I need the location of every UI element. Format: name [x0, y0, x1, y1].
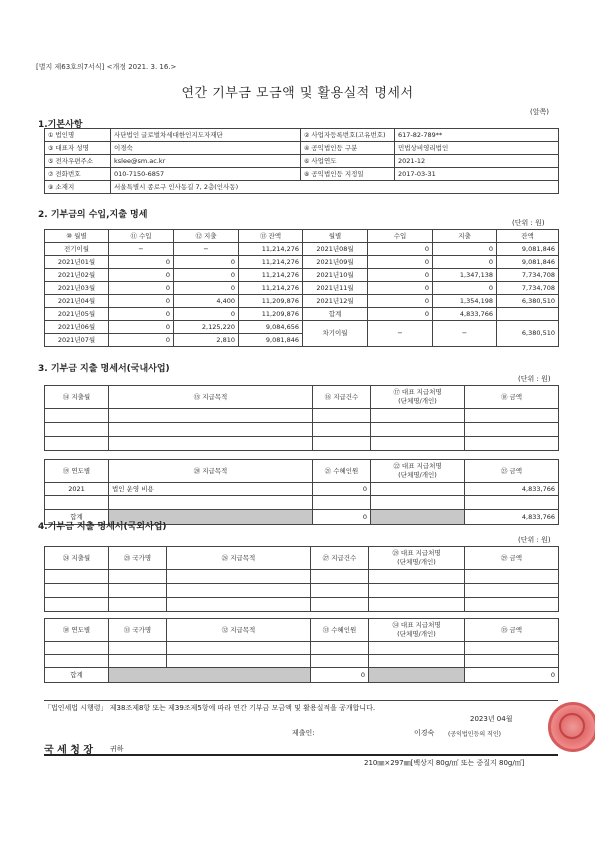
count-cell: 0: [313, 483, 371, 496]
empty-cell: [311, 655, 369, 668]
empty-row: [45, 437, 559, 451]
recipient-cell: [371, 483, 465, 496]
empty-cell: [45, 598, 109, 612]
empty-cell: [167, 584, 311, 598]
empty-cell: [371, 437, 465, 451]
field-label-text: 전화번호: [55, 169, 81, 178]
expense-cell: −: [433, 321, 497, 347]
empty-row: [45, 598, 559, 612]
balance-cell: 6,380,510: [497, 295, 559, 308]
field-number: ②: [304, 131, 310, 139]
empty-cell: [465, 496, 559, 510]
month-cell: 2021년04월: [45, 295, 109, 308]
column-header: ㉝ 수혜인원: [311, 619, 369, 642]
empty-cell: [371, 496, 465, 510]
column-header: ⑱ 금액: [465, 386, 559, 409]
field-value: 사단법인 글로벌차세대한인지도자재단: [111, 129, 301, 142]
empty-row: [45, 496, 559, 510]
field-value: 이경숙: [111, 142, 301, 155]
empty-cell: [45, 570, 109, 584]
balance-cell: 11,209,876: [239, 295, 303, 308]
column-header: ⑭ 지출월: [45, 386, 109, 409]
expense-cell: −: [174, 243, 239, 256]
section-1-title: 1.기본사항: [38, 120, 83, 130]
spacer-row: [45, 612, 559, 619]
purpose-cell: 법인 운영 비용: [109, 483, 313, 496]
month-cell: 2021년12월: [303, 295, 368, 308]
spacer-row: [45, 451, 559, 460]
month-cell: 2021년07월: [45, 334, 109, 347]
basic-info-row: [45, 142, 559, 155]
field-number: ⑧: [304, 170, 310, 178]
income-cell: 0: [109, 321, 174, 334]
month-cell: 합계: [303, 308, 368, 321]
expense-cell: 2,810: [174, 334, 239, 347]
column-header-line: ⑰ 대표 지급처명: [393, 388, 442, 396]
balance-cell: [497, 308, 559, 321]
section-4-unit: (단위 : 원): [518, 536, 551, 544]
field-number: ⑨: [48, 183, 54, 191]
empty-cell: [465, 584, 559, 598]
empty-cell: [465, 437, 559, 451]
empty-cell: [45, 409, 109, 423]
field-number: ④: [304, 144, 310, 152]
column-header: 잔액: [497, 230, 559, 243]
recipient: 국 세 청 장: [44, 745, 94, 756]
column-header-line: (단체명/개인): [398, 471, 437, 479]
empty-cell: [369, 570, 465, 584]
income-expense-table: [44, 229, 559, 347]
column-header-line: ㉞ 대표 지급처명: [392, 621, 441, 629]
empty-cell: [45, 423, 109, 437]
field-label: [45, 142, 111, 155]
column-header: ⑯ 지급건수: [313, 386, 371, 409]
column-header: 월별: [303, 230, 368, 243]
balance-cell: 11,214,276: [239, 243, 303, 256]
column-header: [371, 386, 465, 409]
income-cell: 0: [109, 256, 174, 269]
form-number: [별지 제63호의7서식] <개정 2021. 3. 16.>: [36, 63, 177, 71]
empty-cell: [313, 496, 371, 510]
balance-cell: 11,214,276: [239, 282, 303, 295]
month-row: [45, 256, 559, 269]
income-cell: 0: [368, 243, 433, 256]
spacer-cell: [45, 612, 559, 619]
empty-row: [45, 423, 559, 437]
month-cell: 2021년01월: [45, 256, 109, 269]
column-header-line: (단체명/개인): [397, 630, 436, 638]
expense-cell: 4,400: [174, 295, 239, 308]
empty-cell: [109, 642, 167, 655]
recipient-suffix: 귀하: [110, 745, 124, 753]
column-header: 지출: [433, 230, 497, 243]
balance-cell: 7,734,708: [497, 269, 559, 282]
balance-cell: 9,081,846: [497, 243, 559, 256]
column-header: ㉖ 지급목적: [167, 547, 311, 570]
footer-rule: [44, 754, 558, 756]
field-number: ⑦: [48, 170, 54, 178]
basic-info-table: [44, 128, 559, 194]
section-2-unit: (단위 : 원): [512, 219, 545, 227]
field-label-text: 소재지: [55, 182, 75, 191]
header-row: [45, 460, 559, 483]
month-cell: 2021년11월: [303, 282, 368, 295]
total-gray-cell: [109, 668, 311, 683]
column-header: ⑮ 지급목적: [109, 386, 313, 409]
field-label: [45, 129, 111, 142]
field-label-text: 사업자등록번호(고유번호): [311, 130, 386, 139]
month-cell: 2021년09월: [303, 256, 368, 269]
income-cell: 0: [109, 282, 174, 295]
field-value: 617-82-789**: [395, 129, 559, 142]
domestic-expense-table: [44, 385, 559, 525]
empty-cell: [465, 655, 559, 668]
balance-cell: 7,734,708: [497, 282, 559, 295]
expense-cell: 0: [174, 282, 239, 295]
income-cell: 0: [109, 308, 174, 321]
expense-cell: 0: [433, 243, 497, 256]
empty-cell: [369, 642, 465, 655]
empty-cell: [311, 642, 369, 655]
income-cell: 0: [368, 282, 433, 295]
income-cell: −: [109, 243, 174, 256]
field-label: [301, 129, 395, 142]
empty-cell: [167, 570, 311, 584]
header-row: [45, 386, 559, 409]
column-header: ⑬ 잔액: [239, 230, 303, 243]
field-label: [301, 168, 395, 181]
empty-cell: [465, 570, 559, 584]
month-row: [45, 243, 559, 256]
field-label-text: 대표자 성명: [55, 143, 89, 152]
field-label-text: 전자우편주소: [55, 156, 94, 165]
empty-cell: [45, 496, 109, 510]
field-label: [45, 155, 111, 168]
column-header: ㉗ 지급건수: [311, 547, 369, 570]
empty-cell: [465, 642, 559, 655]
empty-cell: [313, 409, 371, 423]
header-row: [45, 619, 559, 642]
column-header: ⑩ 월별: [45, 230, 109, 243]
year-cell: 2021: [45, 483, 109, 496]
column-header-line: ㉒ 대표 지급처명: [393, 462, 442, 470]
front-label: (앞쪽): [530, 108, 549, 116]
paper-spec: 210㎜×297㎜[백상지 80g/㎡ 또는 중질지 80g/㎡]: [364, 759, 525, 767]
column-header: [371, 460, 465, 483]
empty-cell: [167, 642, 311, 655]
field-number: ⑤: [48, 157, 54, 165]
empty-cell: [109, 655, 167, 668]
expense-cell: 1,354,198: [433, 295, 497, 308]
column-header-line: (단체명/개인): [397, 558, 436, 566]
field-label: [45, 168, 111, 181]
field-label-text: 사업연도: [311, 156, 337, 165]
empty-cell: [109, 437, 313, 451]
total-count: 0: [313, 510, 371, 525]
column-header: ㉔ 지출월: [45, 547, 109, 570]
empty-row: [45, 655, 559, 668]
empty-row: [45, 584, 559, 598]
empty-cell: [45, 655, 109, 668]
column-header: ㉛ 국가명: [109, 619, 167, 642]
balance-cell: 9,081,846: [239, 334, 303, 347]
total-gray-cell: [369, 668, 465, 683]
empty-row: [45, 642, 559, 655]
field-value: 2021-12: [395, 155, 559, 168]
empty-row: [45, 409, 559, 423]
column-header: ㉓ 금액: [465, 460, 559, 483]
empty-cell: [313, 423, 371, 437]
month-cell: 2021년03월: [45, 282, 109, 295]
empty-cell: [109, 598, 167, 612]
field-value: 민법상비영리법인: [395, 142, 559, 155]
basic-info-row: [45, 155, 559, 168]
empty-cell: [369, 598, 465, 612]
submitter-seal-note: (공익법인등의 직인): [448, 731, 501, 738]
empty-cell: [465, 409, 559, 423]
balance-cell: 11,214,276: [239, 269, 303, 282]
spacer-cell: [45, 451, 559, 460]
submitter-name: 이경숙: [414, 729, 435, 737]
month-cell: 전기이월: [45, 243, 109, 256]
empty-cell: [311, 584, 369, 598]
column-header: ㉑ 수혜인원: [313, 460, 371, 483]
overseas-expense-table: [44, 546, 559, 683]
month-row: [45, 295, 559, 308]
empty-cell: [311, 598, 369, 612]
month-cell: 2021년02월: [45, 269, 109, 282]
total-label: 합계: [45, 510, 109, 525]
empty-cell: [371, 409, 465, 423]
empty-cell: [465, 423, 559, 437]
column-header: [369, 547, 465, 570]
empty-cell: [109, 409, 313, 423]
field-value: 2017-03-31: [395, 168, 559, 181]
field-label: [45, 181, 111, 194]
expense-cell: 0: [174, 269, 239, 282]
section-3-unit: (단위 : 원): [518, 375, 551, 383]
column-header: ⑫ 지출: [174, 230, 239, 243]
balance-cell: 11,209,876: [239, 308, 303, 321]
month-cell: 2021년08월: [303, 243, 368, 256]
section-2-title: 2. 기부금의 수입,지출 명세: [38, 210, 148, 220]
empty-cell: [167, 598, 311, 612]
income-cell: 0: [368, 269, 433, 282]
column-header: ⑳ 지급목적: [109, 460, 313, 483]
expense-cell: 2,125,220: [174, 321, 239, 334]
empty-cell: [109, 584, 167, 598]
total-row: [45, 668, 559, 683]
month-row: [45, 282, 559, 295]
empty-cell: [369, 655, 465, 668]
field-number: ③: [48, 144, 54, 152]
field-label-text: 공익법인등 지정일: [311, 169, 364, 178]
address-row: [45, 181, 559, 194]
empty-cell: [109, 423, 313, 437]
income-cell: 0: [109, 334, 174, 347]
carry-forward-label: 차기이월: [303, 321, 368, 347]
expense-cell: 1,347,138: [433, 269, 497, 282]
total-count: 0: [311, 668, 369, 683]
month-row: [45, 321, 559, 334]
empty-cell: [371, 423, 465, 437]
expense-cell: 0: [433, 256, 497, 269]
empty-cell: [45, 584, 109, 598]
income-cell: −: [368, 321, 433, 347]
section-4-title: 4.기부금 지출 명세서(국외사업): [38, 522, 167, 532]
balance-cell: 11,214,276: [239, 256, 303, 269]
official-seal: [548, 702, 595, 752]
disclosure-statement: 「법인세법 시행령」 제38조제8항 또는 제39조제5항에 따라 연간 기부금 모금액 및 활용실적을 공개합니다.: [44, 700, 558, 713]
address-value: 서울특별시 종로구 인사동길 7, 2층(인사동): [111, 181, 559, 194]
column-header: ㉙ 금액: [465, 547, 559, 570]
expense-cell: 0: [174, 308, 239, 321]
balance-cell: 6,380,510: [497, 321, 559, 347]
submit-date: 2023년 04월: [470, 715, 513, 723]
column-header-line: ㉘ 대표 지급처명: [392, 549, 441, 557]
expense-cell: 4,833,766: [433, 308, 497, 321]
field-label-text: 공익법인등 구분: [311, 143, 358, 152]
column-header: ㉚ 연도별: [45, 619, 109, 642]
income-cell: 0: [109, 295, 174, 308]
balance-cell: 9,084,656: [239, 321, 303, 334]
field-value: kslee@sm.ac.kr: [111, 155, 301, 168]
amount-cell: 4,833,766: [465, 483, 559, 496]
month-cell: 2021년10월: [303, 269, 368, 282]
empty-cell: [109, 496, 313, 510]
empty-cell: [369, 584, 465, 598]
total-amount: 4,833,766: [465, 510, 559, 525]
column-header-line: (단체명/개인): [398, 397, 437, 405]
income-cell: 0: [368, 295, 433, 308]
income-cell: 0: [368, 256, 433, 269]
income-cell: 0: [368, 308, 433, 321]
column-header: ⑪ 수입: [109, 230, 174, 243]
empty-cell: [465, 598, 559, 612]
month-cell: 2021년06월: [45, 321, 109, 334]
column-header: 수입: [368, 230, 433, 243]
submitter-label: 제출인:: [292, 729, 315, 737]
column-header: ㉜ 지급목적: [167, 619, 311, 642]
column-header: [369, 619, 465, 642]
expense-cell: 0: [433, 282, 497, 295]
field-value: 010-7150-6857: [111, 168, 301, 181]
month-row: [45, 308, 559, 321]
expense-cell: 0: [174, 256, 239, 269]
empty-cell: [45, 437, 109, 451]
header-row: [45, 230, 559, 243]
page-title: 연간 기부금 모금액 및 활용실적 명세서: [181, 86, 414, 101]
field-number: ⑥: [304, 157, 310, 165]
empty-cell: [109, 570, 167, 584]
empty-cell: [167, 655, 311, 668]
section-3-title: 3. 기부금 지출 명세서(국내사업): [38, 364, 170, 374]
income-cell: 0: [109, 269, 174, 282]
field-number: ①: [48, 131, 54, 139]
empty-cell: [313, 437, 371, 451]
empty-cell: [311, 570, 369, 584]
month-cell: 2021년05월: [45, 308, 109, 321]
data-row: [45, 483, 559, 496]
field-label: [301, 155, 395, 168]
column-header: ㉟ 금액: [465, 619, 559, 642]
total-gray-cell: [371, 510, 465, 525]
empty-cell: [45, 642, 109, 655]
column-header: ㉕ 국가명: [109, 547, 167, 570]
balance-cell: 9,081,846: [497, 256, 559, 269]
header-row: [45, 547, 559, 570]
total-label: 합계: [45, 668, 109, 683]
basic-info-row: [45, 129, 559, 142]
column-header: ⑲ 연도별: [45, 460, 109, 483]
basic-info-row: [45, 168, 559, 181]
field-label-text: 법인명: [55, 130, 75, 139]
empty-row: [45, 570, 559, 584]
field-label: [301, 142, 395, 155]
total-amount: 0: [465, 668, 559, 683]
month-row: [45, 269, 559, 282]
